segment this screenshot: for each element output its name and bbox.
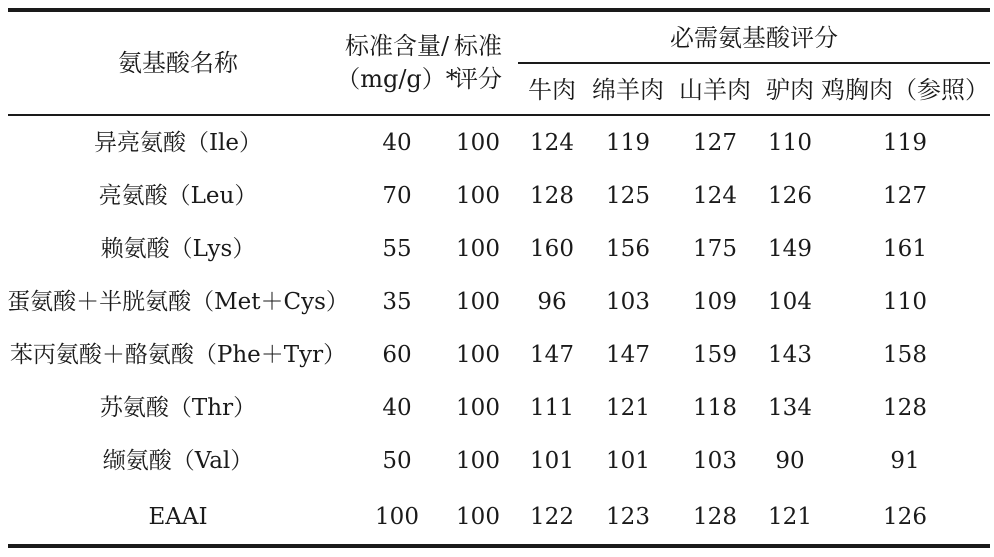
amino-acid-name-cell: 赖氨酸（Lys）	[100, 235, 256, 262]
beef-score-cell: 96	[537, 288, 567, 315]
standard-content-cell: 60	[382, 341, 412, 368]
header-amino-acid-name: 氨基酸名称	[118, 49, 238, 77]
standard-score-cell: 100	[456, 394, 500, 421]
sheep-meat-score-cell: 103	[606, 288, 650, 315]
standard-content-cell: 50	[382, 447, 412, 474]
chicken-breast-score-cell: 126	[883, 503, 927, 530]
amino-acid-name-cell: 苯丙氨酸＋酪氨酸（Phe＋Tyr）	[9, 341, 347, 368]
goat-meat-score-cell: 175	[693, 235, 737, 262]
header-standard-score-line1: 标准	[454, 32, 502, 60]
sheep-meat-score-cell: 125	[606, 182, 650, 209]
amino-acid-name-cell: 蛋氨酸＋半胱氨酸（Met＋Cys）	[7, 288, 349, 315]
standard-content-cell: 55	[382, 235, 412, 262]
header-beef: 牛肉	[528, 76, 576, 104]
amino-acid-name-cell: 异亮氨酸（Ile）	[93, 129, 263, 156]
chicken-breast-score-cell: 110	[883, 288, 927, 315]
beef-score-cell: 122	[530, 503, 574, 530]
beef-score-cell: 101	[530, 447, 574, 474]
standard-content-cell: 70	[382, 182, 412, 209]
donkey-meat-score-cell: 90	[775, 447, 805, 474]
group-header-rule	[518, 62, 990, 64]
header-goat-meat: 山羊肉	[679, 76, 751, 104]
goat-meat-score-cell: 159	[693, 341, 737, 368]
header-standard-content-line2: （mg/g）*	[336, 65, 458, 93]
chicken-breast-score-cell: 161	[883, 235, 927, 262]
amino-acid-name-cell: 苏氨酸（Thr）	[99, 394, 257, 421]
standard-content-cell: 100	[375, 503, 419, 530]
table-bottom-rule	[8, 544, 990, 548]
donkey-meat-score-cell: 104	[768, 288, 812, 315]
goat-meat-score-cell: 103	[693, 447, 737, 474]
goat-meat-score-cell: 128	[693, 503, 737, 530]
beef-score-cell: 111	[530, 394, 574, 421]
header-standard-score-line2: 评分	[454, 65, 502, 93]
standard-score-cell: 100	[456, 447, 500, 474]
standard-score-cell: 100	[456, 288, 500, 315]
header-essential-aa-score-group: 必需氨基酸评分	[670, 24, 838, 52]
sheep-meat-score-cell: 156	[606, 235, 650, 262]
standard-score-cell: 100	[456, 341, 500, 368]
sheep-meat-score-cell: 147	[606, 341, 650, 368]
sheep-meat-score-cell: 123	[606, 503, 650, 530]
donkey-meat-score-cell: 121	[768, 503, 812, 530]
beef-score-cell: 124	[530, 129, 574, 156]
chicken-breast-score-cell: 158	[883, 341, 927, 368]
standard-content-cell: 40	[382, 129, 412, 156]
chicken-breast-score-cell: 127	[883, 182, 927, 209]
goat-meat-score-cell: 109	[693, 288, 737, 315]
header-standard-content-line1: 标准含量/	[344, 32, 450, 60]
table-header-rule	[8, 114, 990, 116]
donkey-meat-score-cell: 126	[768, 182, 812, 209]
header-standard-content	[336, 22, 458, 104]
goat-meat-score-cell: 118	[693, 394, 737, 421]
sheep-meat-score-cell: 121	[606, 394, 650, 421]
donkey-meat-score-cell: 143	[768, 341, 812, 368]
donkey-meat-score-cell: 110	[768, 129, 812, 156]
chicken-breast-score-cell: 91	[890, 447, 920, 474]
standard-score-cell: 100	[456, 235, 500, 262]
beef-score-cell: 128	[530, 182, 574, 209]
standard-score-cell: 100	[456, 182, 500, 209]
standard-content-cell: 35	[382, 288, 412, 315]
header-standard-score	[452, 22, 504, 104]
chicken-breast-score-cell: 128	[883, 394, 927, 421]
standard-content-cell: 40	[382, 394, 412, 421]
amino-acid-score-table	[8, 0, 990, 557]
goat-meat-score-cell: 127	[693, 129, 737, 156]
chicken-breast-score-cell: 119	[883, 129, 927, 156]
goat-meat-score-cell: 124	[693, 182, 737, 209]
donkey-meat-score-cell: 149	[768, 235, 812, 262]
header-chicken-breast-reference: 鸡胸肉（参照）	[821, 76, 989, 104]
sheep-meat-score-cell: 101	[606, 447, 650, 474]
amino-acid-name-cell: 缬氨酸（Val）	[102, 447, 254, 474]
sheep-meat-score-cell: 119	[606, 129, 650, 156]
amino-acid-name-cell: EAAI	[148, 503, 208, 530]
header-sheep-meat: 绵羊肉	[592, 76, 664, 104]
standard-score-cell: 100	[456, 129, 500, 156]
standard-score-cell: 100	[456, 503, 500, 530]
donkey-meat-score-cell: 134	[768, 394, 812, 421]
amino-acid-name-cell: 亮氨酸（Leu）	[98, 182, 258, 209]
beef-score-cell: 147	[530, 341, 574, 368]
header-donkey-meat: 驴肉	[766, 76, 814, 104]
beef-score-cell: 160	[530, 235, 574, 262]
